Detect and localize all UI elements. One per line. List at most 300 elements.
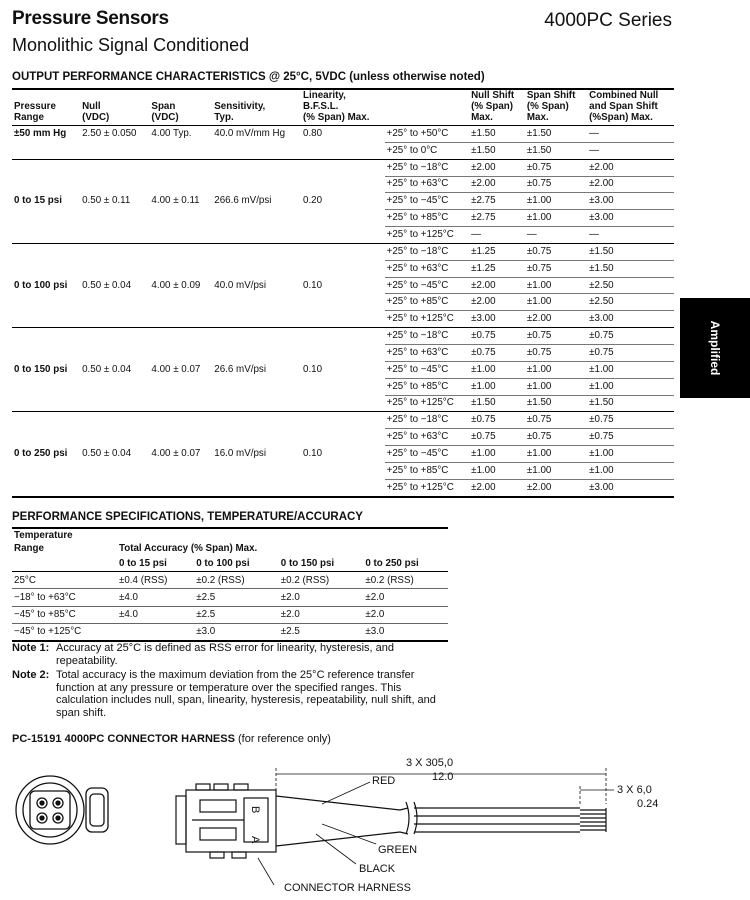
cell-null-shift: ±2.00 (469, 176, 525, 193)
cell-combined: ±0.75 (587, 328, 674, 345)
note-label: Note 1: (12, 642, 50, 654)
accuracy-cell: ±2.5 (194, 606, 279, 623)
table-row (12, 589, 448, 606)
blank-cell (12, 555, 117, 572)
cell-linearity (301, 159, 385, 176)
cell-range: 0 to 250 psi (14, 447, 68, 459)
cell-span: 4.00 ± 0.07 (151, 447, 201, 459)
cell-span-shift: ±2.00 (525, 311, 587, 328)
cell-null (80, 479, 149, 496)
column-header (525, 89, 587, 126)
cell-temp: +25° to +85°C (385, 462, 470, 479)
accuracy-cell: ±0.2 (RSS) (194, 572, 279, 589)
strip-mm: 3 X 6,0 (617, 784, 652, 796)
cell-temp: +25° to +63°C (385, 344, 470, 361)
accuracy-table (12, 527, 448, 642)
cell-span-shift: ±1.50 (525, 126, 587, 143)
cell-combined: ±3.00 (587, 210, 674, 227)
column-header-line: (VDC) (82, 112, 110, 123)
cell-span (149, 462, 212, 479)
table-row (12, 412, 674, 429)
table-row (12, 277, 674, 294)
cell-temp: +25° to −18°C (385, 328, 470, 345)
cell-null-shift: ±3.00 (469, 311, 525, 328)
cell-sensitivity (212, 176, 301, 193)
column-header-line: Pressure (14, 101, 56, 112)
harness-title (12, 733, 331, 745)
cell-linearity (301, 479, 385, 496)
cell-combined: ±1.50 (587, 260, 674, 277)
connector-harness-label: CONNECTOR HARNESS (284, 882, 411, 894)
cell-sensitivity (212, 344, 301, 361)
cell-temp: +25° to −18°C (385, 243, 470, 260)
column-header-line: B.F.S.L. (303, 101, 339, 112)
column-header (587, 89, 674, 126)
cell-range (12, 243, 80, 260)
accuracy-cell: ±2.5 (279, 623, 364, 641)
column-header-line: Linearity, (303, 90, 346, 101)
cell-linearity (301, 328, 385, 345)
cell-null-shift: ±2.75 (469, 210, 525, 227)
cell-sensitivity (212, 328, 301, 345)
column-header-line: Combined Null (589, 90, 659, 101)
cell-sensitivity (212, 479, 301, 496)
note-text: Accuracy at 25°C is defined as RSS error for linearity, hysteresis, and repeatability. (56, 642, 395, 667)
wire-red-label: RED (372, 775, 396, 787)
column-header (301, 89, 385, 126)
cell-temp: +25° to 0°C (385, 142, 470, 159)
table-row (12, 446, 674, 463)
cell-null-shift: ±1.00 (469, 361, 525, 378)
temp-range-cell: −45° to +125°C (12, 623, 117, 641)
cell-span (149, 344, 212, 361)
cell-range: 0 to 15 psi (14, 195, 62, 207)
cell-sensitivity: 40.0 mV/psi (214, 279, 266, 291)
cell-span-shift: ±0.75 (525, 260, 587, 277)
wire-green-label: GREEN (378, 844, 418, 856)
accuracy-group-header: Total Accuracy (% Span) Max. (118, 543, 258, 554)
column-header: 0 to 100 psi (194, 555, 279, 572)
cell-combined: ±3.00 (587, 311, 674, 328)
cell-range (12, 462, 80, 479)
connector-harness-diagram (0, 750, 750, 900)
blank-cell (363, 528, 448, 542)
table-row (12, 623, 448, 641)
cell-linearity (301, 378, 385, 395)
cell-null-shift: ±0.75 (469, 429, 525, 446)
cell-combined: — (587, 126, 674, 143)
cell-combined: ±3.00 (587, 479, 674, 496)
cell-span-shift: ±1.00 (525, 378, 587, 395)
cell-null-shift: ±2.00 (469, 159, 525, 176)
cell-linearity: 0.20 (303, 195, 323, 207)
cell-temp: +25° to +125°C (385, 311, 470, 328)
cell-linearity: 0.10 (303, 363, 323, 375)
column-header-line: Sensitivity, (214, 101, 266, 112)
cell-null: 2.50 ± 0.050 (80, 126, 149, 143)
cell-range: ±50 mm Hg (12, 126, 80, 143)
column-header-line: Null (82, 101, 101, 112)
table-row (12, 395, 674, 412)
column-header-line: Typ. (214, 112, 234, 123)
cell-null: 0.50 ± 0.04 (82, 279, 132, 291)
cell-range (12, 395, 80, 412)
column-header-line: Null Shift (471, 90, 515, 101)
cell-linearity (301, 462, 385, 479)
cell-span-shift: ±1.50 (525, 395, 587, 412)
cell-null-shift: ±0.75 (469, 412, 525, 429)
cell-sensitivity (212, 243, 301, 260)
table-row (12, 311, 674, 328)
cell-range (12, 210, 80, 227)
cell-span-shift: ±1.00 (525, 210, 587, 227)
column-header-line: Range (14, 112, 44, 123)
column-header-line: (% Span) (526, 101, 569, 112)
cell-span-shift: ±1.00 (525, 277, 587, 294)
cell-null-shift: ±2.75 (469, 193, 525, 210)
cell-sensitivity (212, 142, 301, 159)
cell-range (12, 142, 80, 159)
cell-combined: ±2.50 (587, 277, 674, 294)
column-header: 0 to 250 psi (363, 555, 448, 572)
cell-temp: +25° to +125°C (385, 479, 470, 496)
column-header-line: (% Span) (471, 101, 514, 112)
connector-side-view (176, 784, 276, 858)
cell-combined: — (587, 142, 674, 159)
cell-range (12, 429, 80, 446)
cell-sensitivity: 16.0 mV/psi (214, 447, 266, 459)
cell-temp: +25° to +85°C (385, 378, 470, 395)
cell-combined: ±1.00 (587, 446, 674, 463)
cell-combined: ±0.75 (587, 429, 674, 446)
pin-a-label: A (249, 836, 261, 844)
cell-null (80, 412, 149, 429)
cell-span (149, 429, 212, 446)
cell-null (80, 378, 149, 395)
cell-range (12, 227, 80, 244)
cell-null (80, 176, 149, 193)
table-row (12, 126, 674, 143)
accuracy-cell: ±0.2 (RSS) (279, 572, 364, 589)
column-header-line: (%Span) Max. (589, 112, 653, 123)
cell-temp: +25° to −45°C (385, 446, 470, 463)
cell-temp: +25° to +125°C (385, 227, 470, 244)
cell-temp: +25° to +50°C (385, 126, 470, 143)
cell-range (12, 412, 80, 429)
cell-span (149, 243, 212, 260)
accuracy-cell: ±2.5 (194, 589, 279, 606)
cell-range: 0 to 150 psi (14, 363, 68, 375)
harness-wires (276, 796, 606, 846)
note-label: Note 2: (12, 669, 50, 681)
cell-temp: +25° to −45°C (385, 193, 470, 210)
cell-span-shift: ±1.00 (525, 361, 587, 378)
cell-null-shift: ±1.25 (469, 260, 525, 277)
cell-linearity (301, 429, 385, 446)
cell-sensitivity: 266.6 mV/psi (214, 195, 272, 207)
cell-linearity (301, 227, 385, 244)
accuracy-cell: ±4.0 (117, 589, 194, 606)
length-in: 12.0 (432, 771, 454, 783)
cell-span: 4.00 ± 0.07 (151, 363, 201, 375)
page-title: Pressure Sensors (12, 8, 169, 29)
cell-range (12, 344, 80, 361)
column-header-line: Max. (526, 112, 549, 123)
cell-span-shift: ±0.75 (525, 176, 587, 193)
blank-cell (279, 528, 364, 542)
accuracy-cell: ±0.2 (RSS) (363, 572, 448, 589)
cell-temp: +25° to −45°C (385, 361, 470, 378)
page-subtitle: Monolithic Signal Conditioned (12, 35, 250, 55)
cell-range (12, 260, 80, 277)
cell-combined: ±1.00 (587, 378, 674, 395)
accuracy-cell: ±0.4 (RSS) (117, 572, 194, 589)
column-header-line: Max. (471, 112, 493, 123)
column-header-line: Span Shift (526, 90, 576, 101)
table-header-row (12, 89, 674, 126)
blank-cell (194, 528, 279, 542)
cell-span: 4.00 ± 0.11 (151, 195, 200, 207)
cell-span-shift: ±0.75 (525, 412, 587, 429)
cell-null-shift: ±1.50 (469, 142, 525, 159)
cell-sensitivity: 40.0 mV/mm Hg (212, 126, 301, 143)
cell-span-shift: ±0.75 (525, 344, 587, 361)
cell-linearity (301, 412, 385, 429)
table-row (12, 429, 674, 446)
cell-null (80, 395, 149, 412)
column-header-line: and Span Shift (589, 101, 658, 112)
column-header (149, 89, 212, 126)
temp-range-cell: −45° to +85°C (12, 606, 117, 623)
cell-span-shift: ±1.00 (525, 193, 587, 210)
cell-combined: ±0.75 (587, 344, 674, 361)
cell-range (12, 159, 80, 176)
strip-in: 0.24 (637, 798, 659, 810)
cell-sensitivity (212, 378, 301, 395)
cell-linearity: 0.80 (301, 126, 385, 143)
cell-sensitivity: 26.6 mV/psi (214, 363, 266, 375)
cell-range (12, 479, 80, 496)
side-tab-label: Amplified (708, 320, 722, 376)
cell-temp: +25° to −18°C (385, 159, 470, 176)
cell-span (149, 260, 212, 277)
wire-black-label: BLACK (359, 863, 396, 875)
cell-null (80, 227, 149, 244)
cell-sensitivity (212, 260, 301, 277)
cell-span-shift: ±1.00 (525, 462, 587, 479)
cell-span: 4.00 ± 0.09 (151, 279, 201, 291)
cell-span-shift: ±0.75 (525, 328, 587, 345)
cell-linearity (301, 395, 385, 412)
accuracy-cell: ±2.0 (279, 589, 364, 606)
cell-null (80, 462, 149, 479)
harness-title-note: (for reference only) (238, 733, 331, 745)
note-text: Total accuracy is the maximum deviation from the 25°C reference transfer function at any pressure or temperature over the specified ranges. This calculation includes null, span, linearity, hysteresis, repeatability, null shift, and span shift. (56, 669, 436, 719)
table-row (12, 159, 674, 176)
cell-temp: +25° to +85°C (385, 294, 470, 311)
cell-temp: +25° to −45°C (385, 277, 470, 294)
cell-null (80, 142, 149, 159)
cell-range (12, 294, 80, 311)
cell-span-shift: ±0.75 (525, 243, 587, 260)
cell-null-shift: ±0.75 (469, 344, 525, 361)
connector-end-view (16, 776, 108, 844)
cell-linearity (301, 176, 385, 193)
cell-span (149, 479, 212, 496)
cell-range (12, 311, 80, 328)
cell-null-shift: ±2.00 (469, 277, 525, 294)
cell-span (149, 378, 212, 395)
column-header-line: Span (151, 101, 176, 112)
cell-span-shift: ±2.00 (525, 479, 587, 496)
accuracy-table-title: PERFORMANCE SPECIFICATIONS, TEMPERATURE/ACCURACY (12, 511, 363, 523)
cell-null (80, 328, 149, 345)
table-row (12, 260, 674, 277)
accuracy-cell: ±2.0 (279, 606, 364, 623)
cell-span-shift: ±1.00 (525, 294, 587, 311)
cell-null (80, 243, 149, 260)
cell-linearity (301, 260, 385, 277)
table-row (12, 227, 674, 244)
accuracy-cell (117, 623, 194, 641)
cell-sensitivity (212, 210, 301, 227)
cell-span: 4.00 Typ. (149, 126, 212, 143)
length-mm: 3 X 305,0 (406, 757, 454, 769)
harness-title-text: PC-15191 4000PC CONNECTOR HARNESS (12, 733, 235, 745)
note-1 (12, 642, 452, 667)
cell-linearity (301, 311, 385, 328)
table-row (12, 344, 674, 361)
cell-combined: ±1.50 (587, 395, 674, 412)
cell-linearity (301, 210, 385, 227)
cell-null-shift: ±1.00 (469, 446, 525, 463)
column-header (12, 89, 80, 126)
accuracy-cell: ±2.0 (363, 589, 448, 606)
cell-linearity (301, 344, 385, 361)
temp-header-line: Range (14, 543, 44, 554)
cell-span-shift: ±1.50 (525, 142, 587, 159)
table-row (12, 210, 674, 227)
column-header (212, 89, 301, 126)
cell-sensitivity (212, 429, 301, 446)
cell-range (12, 378, 80, 395)
product-series: 4000PC Series (544, 10, 672, 31)
cell-sensitivity (212, 462, 301, 479)
table-row (12, 572, 448, 589)
table-row (12, 294, 674, 311)
cell-sensitivity (212, 294, 301, 311)
cell-null: 0.50 ± 0.04 (82, 363, 132, 375)
cell-temp: +25° to +85°C (385, 210, 470, 227)
pin-b-label: B (249, 806, 261, 814)
cell-combined: ±0.75 (587, 412, 674, 429)
cell-combined: ±2.00 (587, 159, 674, 176)
cell-null-shift: ±1.50 (469, 126, 525, 143)
cell-span (149, 311, 212, 328)
cell-sensitivity (212, 395, 301, 412)
column-header: 0 to 15 psi (117, 555, 194, 572)
cell-null-shift: ±2.00 (469, 294, 525, 311)
cell-temp: +25° to +63°C (385, 176, 470, 193)
table-row (12, 142, 674, 159)
cell-span (149, 210, 212, 227)
column-header-line: (% Span) Max. (303, 112, 370, 123)
cell-range (12, 176, 80, 193)
cell-temp: +25° to +63°C (385, 260, 470, 277)
cell-span-shift: ±1.00 (525, 446, 587, 463)
cell-span (149, 227, 212, 244)
cell-span-shift: ±0.75 (525, 429, 587, 446)
table-row (12, 479, 674, 496)
accuracy-cell: ±4.0 (117, 606, 194, 623)
column-header (385, 89, 470, 126)
header-row (12, 528, 448, 542)
cell-null (80, 260, 149, 277)
cell-span (149, 412, 212, 429)
table-row (12, 328, 674, 345)
table-row (12, 243, 674, 260)
cell-linearity (301, 142, 385, 159)
table-row (12, 176, 674, 193)
cell-sensitivity (212, 311, 301, 328)
table-row (12, 378, 674, 395)
side-tab (680, 298, 750, 398)
cell-null-shift: ±1.25 (469, 243, 525, 260)
cell-temp: +25° to +125°C (385, 395, 470, 412)
cell-span (149, 159, 212, 176)
cell-span (149, 176, 212, 193)
cell-combined: ±2.50 (587, 294, 674, 311)
cell-sensitivity (212, 227, 301, 244)
table-row (12, 606, 448, 623)
cell-null-shift: ±1.50 (469, 395, 525, 412)
cell-combined: ±3.00 (587, 193, 674, 210)
column-header (80, 89, 149, 126)
cell-span (149, 395, 212, 412)
cell-null-shift: ±2.00 (469, 479, 525, 496)
cell-temp: +25° to +63°C (385, 429, 470, 446)
cell-span (149, 294, 212, 311)
table-row (12, 193, 674, 210)
accuracy-cell: ±2.0 (363, 606, 448, 623)
cell-linearity: 0.10 (303, 447, 323, 459)
cell-temp: +25° to −18°C (385, 412, 470, 429)
header-row (12, 542, 448, 555)
cell-null: 0.50 ± 0.04 (82, 447, 132, 459)
cell-span-shift: — (525, 227, 587, 244)
cell-sensitivity (212, 159, 301, 176)
table-row (12, 462, 674, 479)
note-2 (12, 669, 452, 719)
cell-null (80, 159, 149, 176)
header-row (12, 555, 448, 572)
column-header (469, 89, 525, 126)
cell-null-shift: ±1.00 (469, 462, 525, 479)
cell-combined: — (587, 227, 674, 244)
cell-range: 0 to 100 psi (14, 279, 68, 291)
temp-range-cell: −18° to +63°C (12, 589, 117, 606)
cell-null (80, 429, 149, 446)
cell-null-shift: ±1.00 (469, 378, 525, 395)
column-header: 0 to 150 psi (279, 555, 364, 572)
cell-sensitivity (212, 412, 301, 429)
cell-null (80, 210, 149, 227)
cell-span (149, 328, 212, 345)
cell-null-shift: — (469, 227, 525, 244)
cell-combined: ±1.50 (587, 243, 674, 260)
cell-null (80, 344, 149, 361)
cell-span (149, 142, 212, 159)
